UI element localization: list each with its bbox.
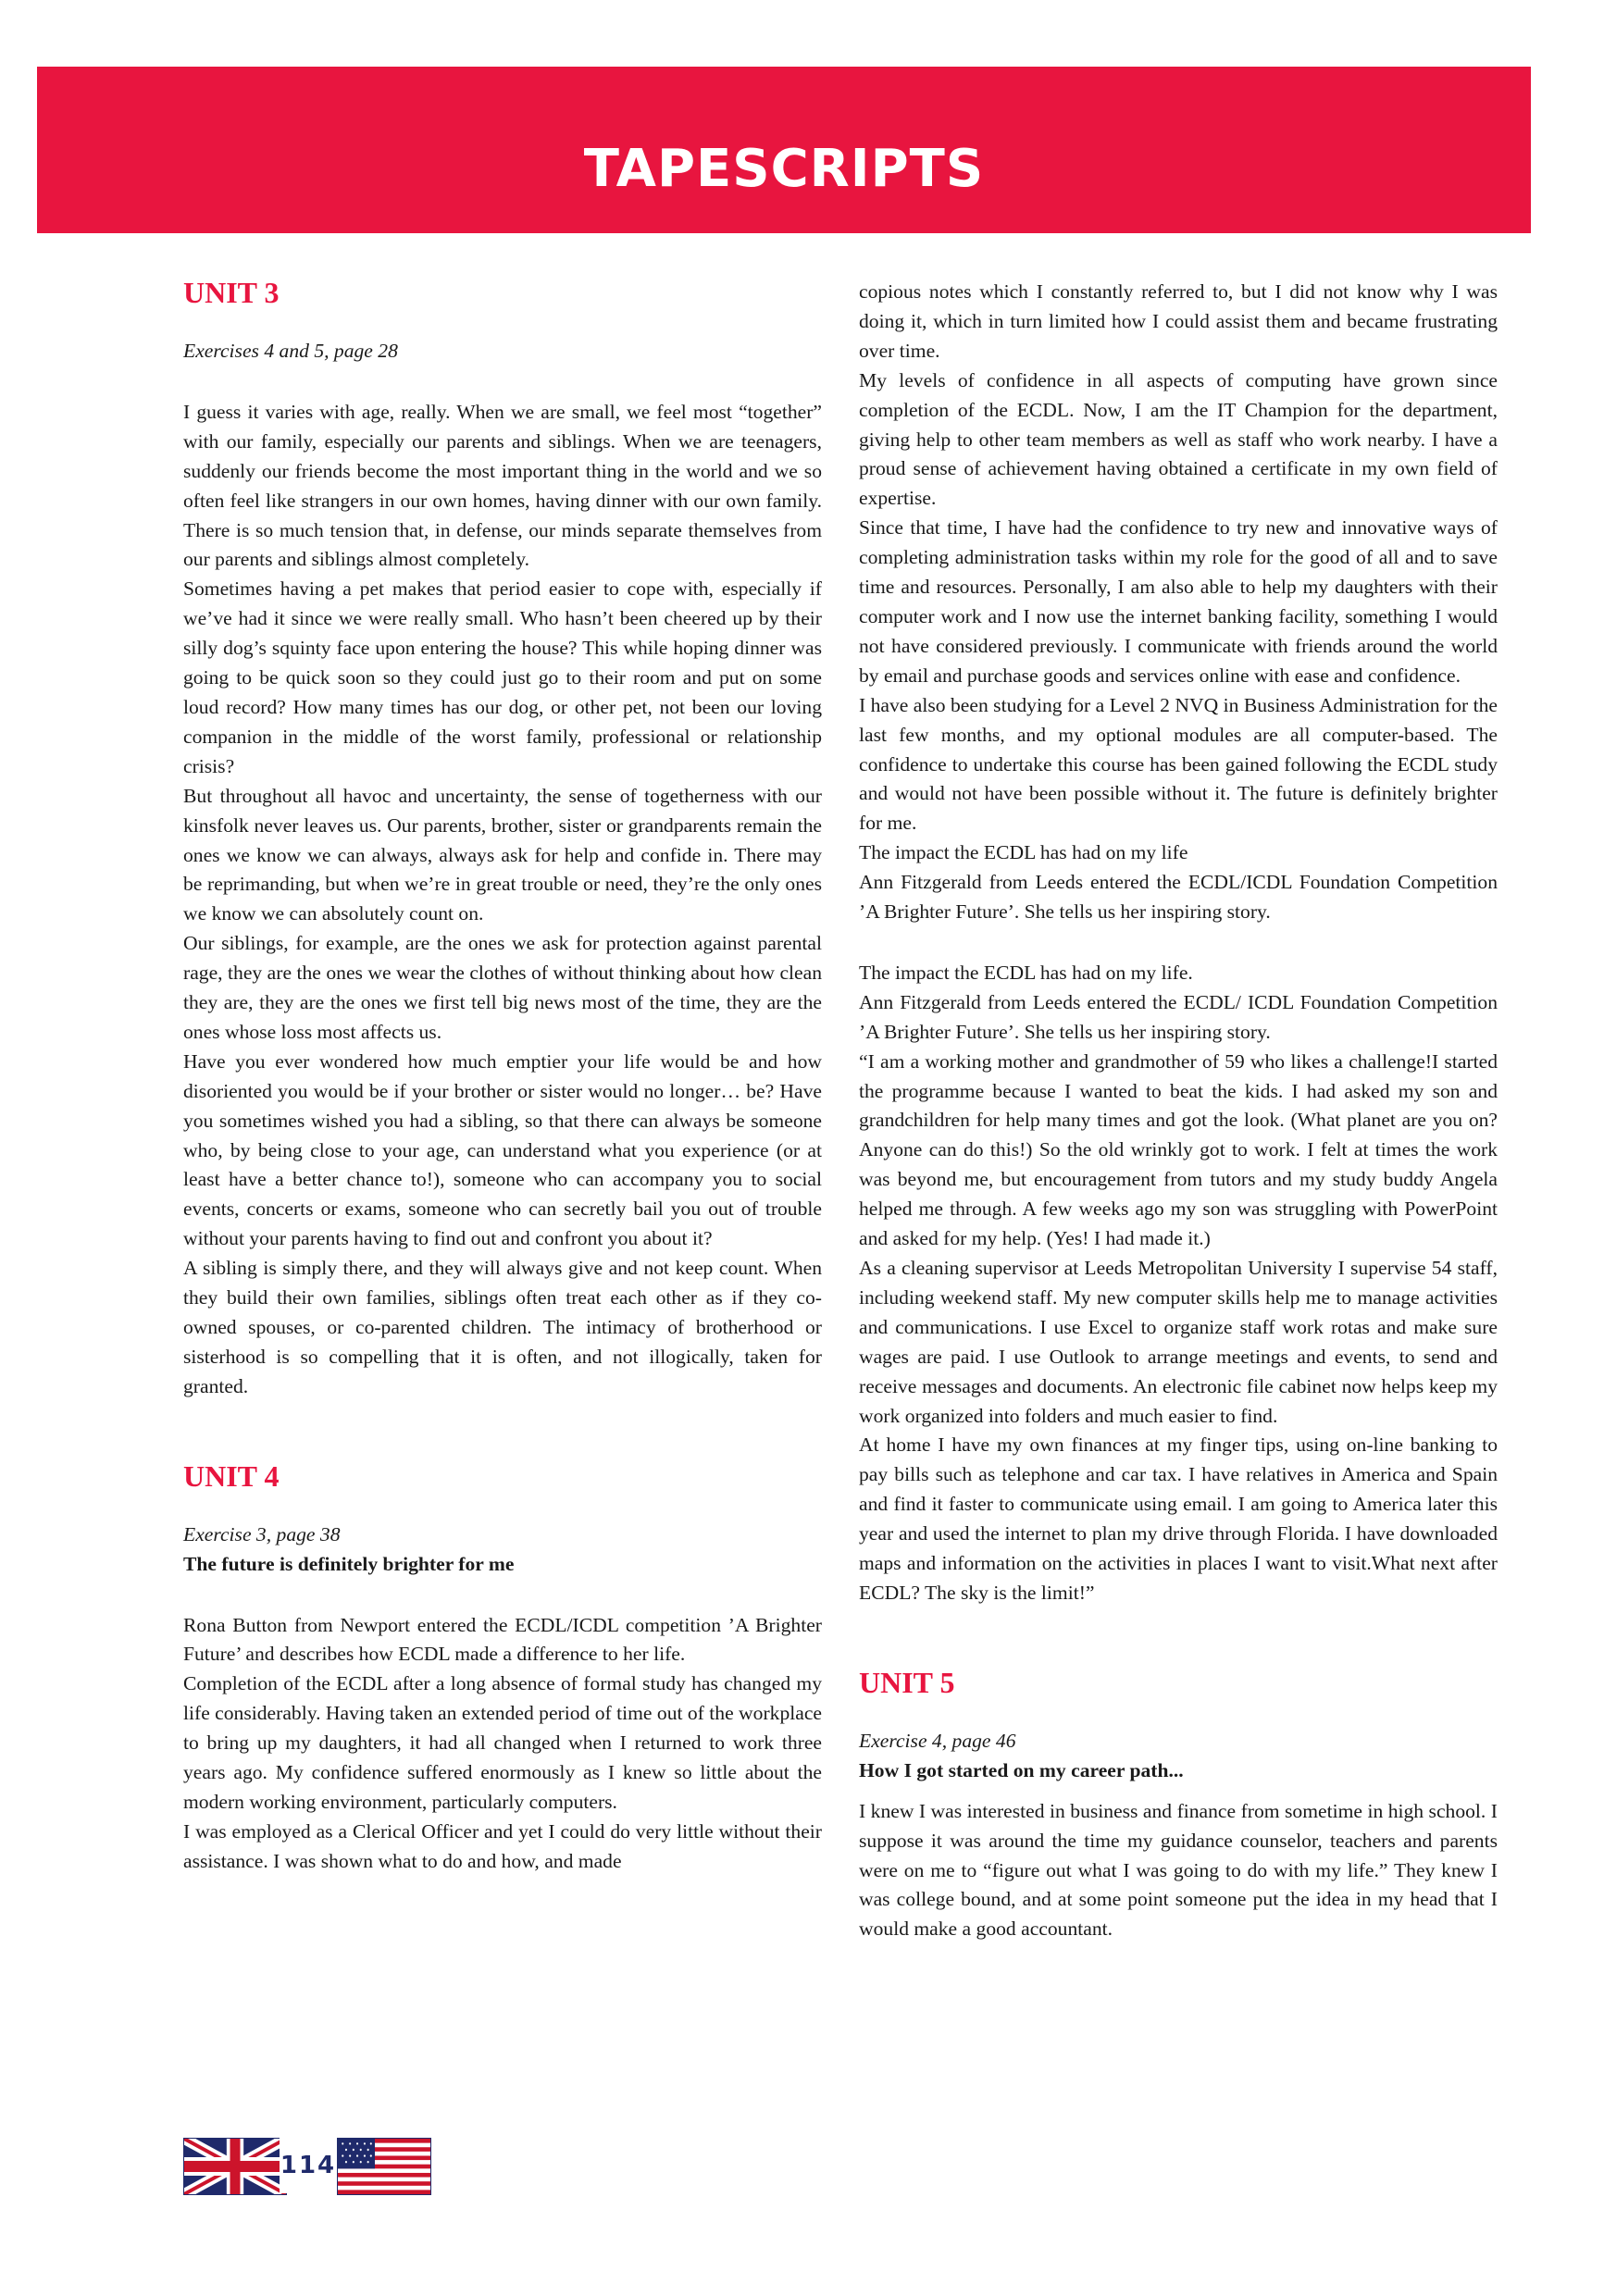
page-number: 114 bbox=[280, 2138, 337, 2193]
paragraph: The impact the ECDL has had on my life. bbox=[859, 961, 1193, 984]
paragraph: Rona Button from Newport entered the ECDL/ICDL competition ’A Brighter Future’ and describes how ECDL made a difference to her life. bbox=[183, 1613, 822, 1666]
paragraph: At home I have my own finances at my finger tips, using on-line banking to pay bills such as telephone and car tax. I have relatives in America and Spain and find it faster to communicate using email. I am going to America later this year and used the internet to plan my drive through Florida. I have downloaded maps and information on the activities in places I want to visit.What next after ECDL? The sky is the limit!” bbox=[859, 1433, 1498, 1604]
unit-4-heading: UNIT 4 bbox=[183, 1458, 280, 1493]
page-title: TAPESCRIPTS bbox=[583, 139, 985, 199]
paragraph: I knew I was interested in business and finance from sometime in high school. I suppose it was around the time my guidance counselor, teachers and parents were on me to “figure out what I was going to do with my life.” They knew I was college bound, and at some point someone put the idea in my head that I would make a good accountant. bbox=[859, 1799, 1498, 1941]
paragraph: copious notes which I constantly referred to, but I did not know why I was doing it, which in turn limited how I could assist them and became frustrating over time. bbox=[859, 280, 1498, 362]
unit-4-exercise-ref: Exercise 3, page 38 bbox=[183, 1522, 341, 1545]
paragraph: Our siblings, for example, are the ones we ask for protection against parental rage, they are the ones we wear the clothes of without thinking about how clean they are, they are the ones we first tell big news most of the time, they are the ones whose loss most affects us. bbox=[183, 932, 822, 1043]
unit-4-subtitle: The future is definitely brighter for me bbox=[183, 1552, 515, 1575]
paragraph: Have you ever wondered how much emptier your life would be and how disoriented you would be if your brother or sister would no longer… be? Have you sometimes wished you had a sibling, so that there can always be someone who, by being close to your age, can understand what you experience (or at least have a better chance to!), someone who can accompany you to social events, concerts or exams, someone who can secretly bail you out of trouble without your parents having to find out and confront you about it? bbox=[183, 1049, 822, 1250]
paragraph: I have also been studying for a Level 2 NVQ in Business Administration for the last few months, and my optional modules are all computer-based. The confidence to undertake this course has been gained following the ECDL study and would not have been possible without it. The future is definitely brighter for me. bbox=[859, 693, 1498, 835]
paragraph: “I am a working mother and grandmother of 59 who likes a challenge!I started the programme because I wanted to beat the kids. I had asked my son and grandchildren for help many times and got the look. (What planet are you on? Anyone can do this!) So the old wrinkly got to work. I felt at times the work was beyond me, but encouragement from tutors and my study buddy Angela helped me through. A few weeks ago my son was struggling with PowerPoint and asked for my help. (Yes! I had made it.) bbox=[859, 1049, 1498, 1250]
paragraph: Completion of the ECDL after a long absence of formal study has changed my life considerably. Having taken an extended period of time out of the workplace to bring up my daughters, it had all changed when I returned to work three years ago. My confidence suffered enormously as I knew so little about the modern working environment, particularly computers. bbox=[183, 1672, 822, 1813]
unit-5-exercise-ref: Exercise 4, page 46 bbox=[859, 1729, 1016, 1752]
paragraph: A sibling is simply there, and they will always give and not keep count. When they build their own families, siblings often treat each other as if they co-owned spouses, or co-parented children. The intimacy of brotherhood or sisterhood is so compelling that it is often, and not illogically, taken for granted. bbox=[183, 1257, 822, 1397]
uk-flag-icon bbox=[183, 2138, 287, 2195]
paragraph: I was employed as a Clerical Officer and yet I could do very little without their assistance. I was shown what to do and how, and made bbox=[183, 1819, 822, 1872]
paragraph: Ann Fitzgerald from Leeds entered the ECDL/ICDL Foundation Competition ’A Brighter Future’. She tells us her inspiring story. bbox=[859, 871, 1498, 924]
paragraph: Since that time, I have had the confidence to try new and innovative ways of completing administration tasks within my role for the good of all and to save time and resources. Personally, I am also able to help my daughters with their computer work and I now use the internet banking facility, something I would not have considered previously. I communicate with friends around the world by email and purchase goods and services online with ease and confidence. bbox=[859, 516, 1498, 687]
unit-3-exercise-ref: Exercises 4 and 5, page 28 bbox=[183, 340, 398, 362]
paragraph: I guess it varies with age, really. When we are small, we feel most “together” with our family, especially our parents and siblings. When we are teenagers, suddenly our friends become the most important thing in the world and we so often feel like strangers in our own homes, having dinner with our own family. There is so much tension that, in defense, our minds separate themselves from our parents and siblings almost completely. bbox=[183, 400, 822, 571]
paragraph: The impact the ECDL has had on my life bbox=[859, 841, 1188, 864]
paragraph: As a cleaning supervisor at Leeds Metropolitan University I supervise 54 staff, including weekend staff. My new computer skills help me to manage activities and communications. I use Excel to organize staff work rotas and make sure wages are paid. I use Outlook to arrange meetings and events, to send and receive messages and documents. An electronic file cabinet now helps keep my work organized into folders and much easier to find. bbox=[859, 1257, 1498, 1427]
us-flag-icon bbox=[337, 2138, 431, 2195]
unit-5-heading: UNIT 5 bbox=[859, 1665, 955, 1699]
paragraph: But throughout all havoc and uncertainty, the sense of togetherness with our kinsfolk never leaves us. Our parents, brother, sister or grandparents remain the ones we know we can always, always ask for help and confide in. There may be reprimanding, but when we’re in great trouble or need, they’re the only ones we know we can absolutely count on. bbox=[183, 784, 822, 925]
right-column bbox=[859, 278, 1498, 1944]
left-column bbox=[183, 274, 822, 1877]
paragraph: Sometimes having a pet makes that period easier to cope with, especially if we’ve had it since we were really small. Who hasn’t been cheered up by their silly dog’s squinty face upon entering the house? This while hoping dinner was going to be quick soon so they could just go to their room and put on some loud record? How many times has our dog, or other pet, not been our loving companion in the middle of the worst family, professional or relationship crisis? bbox=[183, 577, 822, 777]
unit-5-subtitle: How I got started on my career path... bbox=[859, 1758, 1184, 1781]
page-footer bbox=[183, 2138, 431, 2193]
paragraph: Ann Fitzgerald from Leeds entered the ECDL/ ICDL Foundation Competition ’A Brighter Future’. She tells us her inspiring story. bbox=[859, 990, 1498, 1043]
unit-3-heading: UNIT 3 bbox=[183, 276, 280, 309]
header-banner bbox=[37, 67, 1531, 233]
paragraph: My levels of confidence in all aspects of computing have grown since completion of the ECDL. Now, I am the IT Champion for the department, giving help to other team members as well as staff who work nearby. I have a proud sense of achievement having obtained a certificate in my own field of expertise. bbox=[859, 368, 1498, 510]
